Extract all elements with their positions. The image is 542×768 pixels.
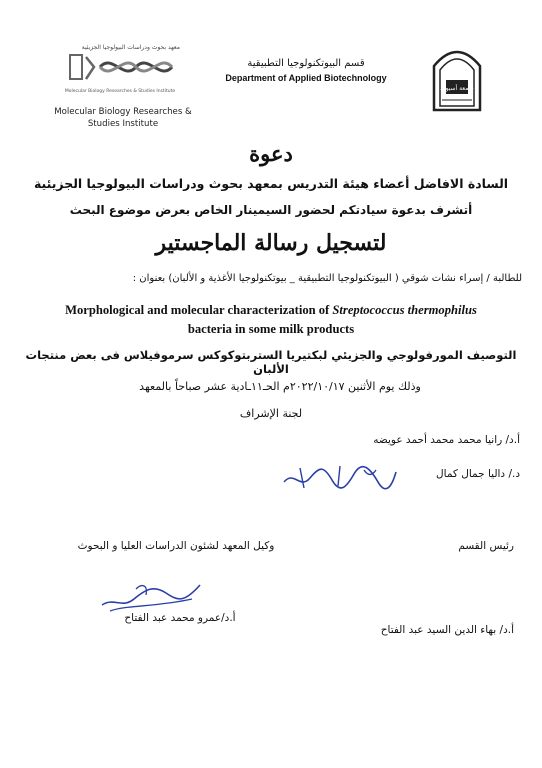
vice-dean-label: وكيل المعهد لشئون الدراسات العليا و البحوث — [77, 540, 275, 552]
head-of-department-name: أ.د/ بهاء الدين السيد عبد الفتاح — [380, 624, 514, 636]
addressee-line: السادة الافاضل أعضاء هيئة التدريس بمعهد بحوث ودراسات البيولوجيا الجزيئية — [33, 176, 509, 191]
invitation-line: أتشرف بدعوة سيادتكم لحضور السيمينار الخاص بعرض موضوع البحث — [69, 203, 473, 217]
thesis-title-arabic: التوصيف المورفولوجي والجزيئي لبكتيريا الستربتوكوكس سرموفيلاس فى بعض منتجات الألبان — [25, 348, 517, 376]
supervisor-1: أ.د/ رانيا محمد محمد أحمد عويضه — [373, 434, 520, 446]
department-arabic: قسم البيوتكنولوجيا التطبيقية — [247, 58, 365, 69]
invitation-title: دعوة — [249, 141, 293, 166]
thesis-title-part2: bacteria in some milk products — [187, 322, 355, 336]
date-line: وذلك يوم الأثنين ٢٠٢٢/١٠/١٧م الحـ١١ـادية عشر صباحاً بالمعهد — [139, 380, 421, 393]
signature-vice-dean — [96, 575, 216, 615]
logo-arabic-text: معهد بحوث ودراسات البيولوجيا الجزيئية — [81, 44, 180, 51]
logo-english-text: Molecular Biology Researches & Studies Institute — [64, 89, 176, 94]
thesis-title-part1: Morphological and molecular characterization of — [65, 303, 330, 317]
university-logo-text: جامعة أسيوط — [440, 85, 474, 92]
institute-logo — [60, 44, 180, 100]
dna-logo-icon — [60, 51, 180, 85]
vice-dean-name: أ.د/عمرو محمد عبد الفتاح — [124, 612, 236, 624]
student-line: للطالبة / إسراء نشات شوقي ( البيوتكنولوجيا التطبيقية _ بيوتكنولوجيا الأغذية و الألبان) بعنوان : — [132, 273, 522, 284]
head-of-department-label: رئيس القسم — [458, 540, 514, 552]
institute-name: Molecular Biology Researches & Studies Institute — [54, 107, 192, 129]
department-english: Department of Applied Biotechnology — [225, 73, 387, 83]
seminar-purpose: لتسجيل رسالة الماجستير — [155, 230, 387, 256]
university-logo — [428, 40, 486, 114]
supervisor-2: د./ داليا جمال كمال — [435, 468, 520, 480]
committee-heading: لجنة الإشراف — [239, 407, 303, 420]
species-name: Streptococcus thermophilus — [332, 303, 477, 317]
thesis-title-english — [20, 301, 522, 339]
